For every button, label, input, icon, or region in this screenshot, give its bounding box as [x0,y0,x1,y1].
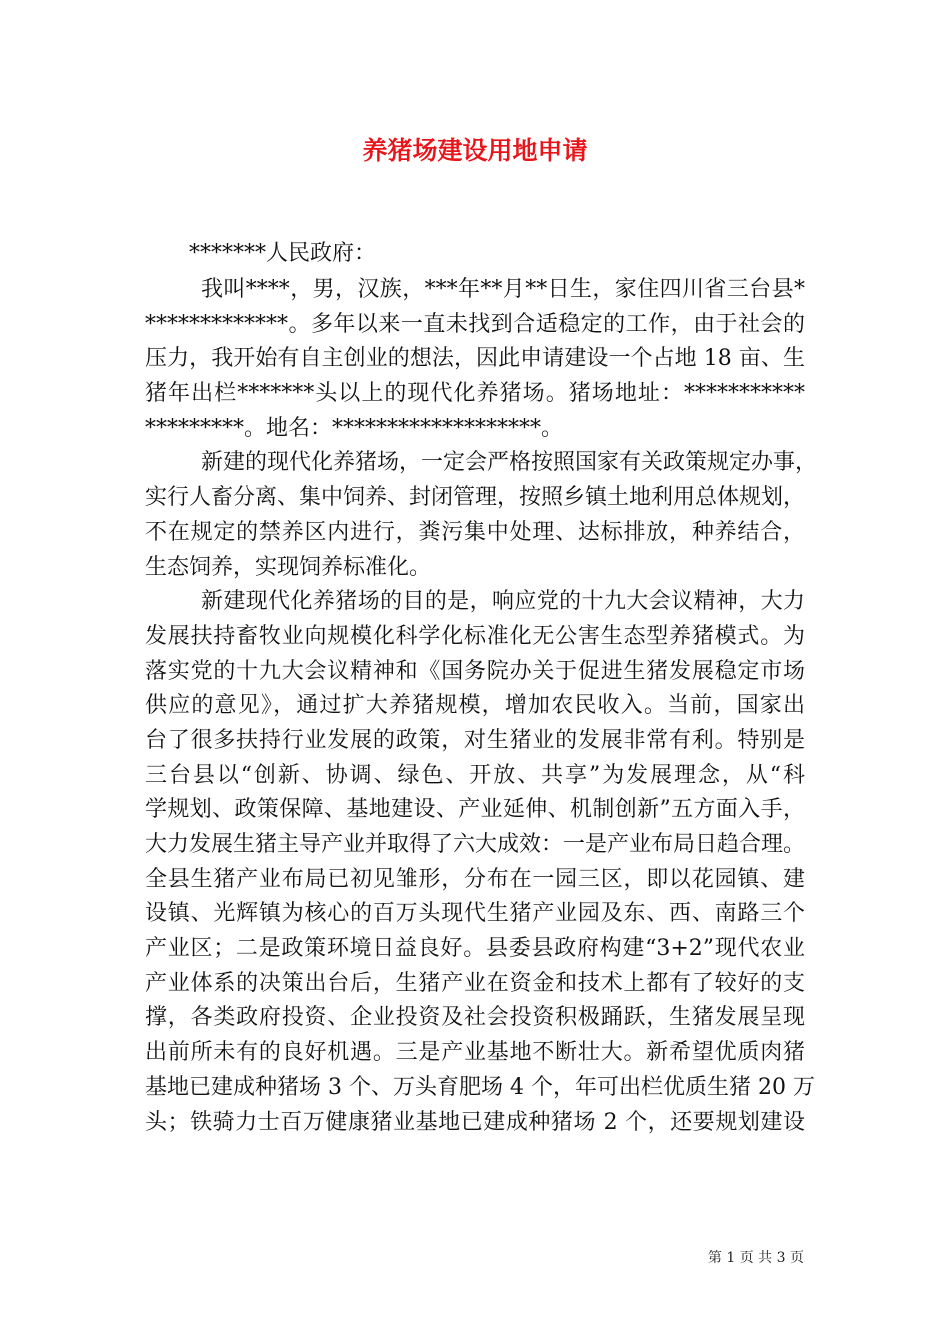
paragraph-line: 台了很多扶持行业发展的政策，对生猪业的发展非常有利。特别是 [145,727,805,753]
paragraph-line: 新建的现代化养猪场，一定会严格按照国家有关政策规定办事， [201,450,818,476]
salutation: *******人民政府： [189,241,377,266]
paragraph-line: 头；铁骑力士百万健康猪业基地已建成种猪场 2 个，还要规划建设 [145,1109,805,1135]
paragraph-line: 供应的意见》，通过扩大养猪规模，增加农民收入。当前，国家出 [145,693,805,719]
paragraph-line: 学规划、政策保障、基地建设、产业延伸、机制创新”五方面入手， [145,797,805,823]
page-title: 养猪场建设用地申请 [362,136,588,165]
paragraph-line: 生态饲养，实现饲养标准化。 [145,554,432,580]
paragraph-line: 设镇、光辉镇为核心的百万头现代生猪产业园及东、西、南路三个 [145,901,805,927]
paragraph-line: 我叫****，男，汉族，***年**月**日生，家住四川省三台县* [201,277,805,302]
paragraph-line: 产业区；二是政策环境日益良好。县委县政府构建“3+2”现代农业 [145,936,805,962]
paragraph-line: 落实党的十九大会议精神和《国务院办关于促进生猪发展稳定市场 [145,658,805,684]
paragraph-line: 基地已建成种猪场 3 个、万头育肥场 4 个，年可出栏优质生猪 20 万 [145,1074,815,1100]
paragraph-line: 新建现代化养猪场的目的是，响应党的十九大会议精神，大力 [201,589,805,615]
paragraph-line: 撑，各类政府投资、企业投资及社会投资积极踊跃，生猪发展呈现 [145,1005,805,1031]
paragraph-line: 出前所未有的良好机遇。三是产业基地不断壮大。新希望优质肉猪 [145,1040,805,1066]
paragraph-line: 猪年出栏*******头以上的现代化养猪场。猪场地址：*********** [145,381,805,407]
paragraph-line: 大力发展生猪主导产业并取得了六大成效：一是产业布局日趋合理。 [145,832,806,857]
page-number: 第 1 页 共 3 页 [707,1250,804,1266]
paragraph-line: 全县生猪产业布局已初见雏形，分布在一园三区，即以花园镇、建 [145,866,805,892]
paragraph-1 [145,273,805,446]
paragraph-line: *********。地名：*******************。 [145,415,564,441]
paragraph-line: 三台县以“创新、协调、绿色、开放、共享”为发展理念，从“科 [145,762,805,788]
paragraph-line: 压力，我开始有自主创业的想法，因此申请建设一个占地 18 亩、生 [145,346,805,372]
paragraph-line: 不在规定的禁养区内进行，粪污集中处理、达标排放，种养结合， [145,519,805,545]
paragraph-3 [145,585,815,1140]
paragraph-2 [145,446,818,585]
paragraph-line: 产业体系的决策出台后，生猪产业在资金和技术上都有了较好的支 [145,970,805,996]
paragraph-line: 发展扶持畜牧业向规模化科学化标准化无公害生态型养猪模式。为 [145,623,805,649]
paragraph-line: 实行人畜分离、集中饲养、封闭管理，按照乡镇土地利用总体规划， [145,485,806,511]
document-body [145,235,818,1140]
paragraph-line: *************。多年以来一直未找到合适稳定的工作，由于社会的 [145,311,805,337]
